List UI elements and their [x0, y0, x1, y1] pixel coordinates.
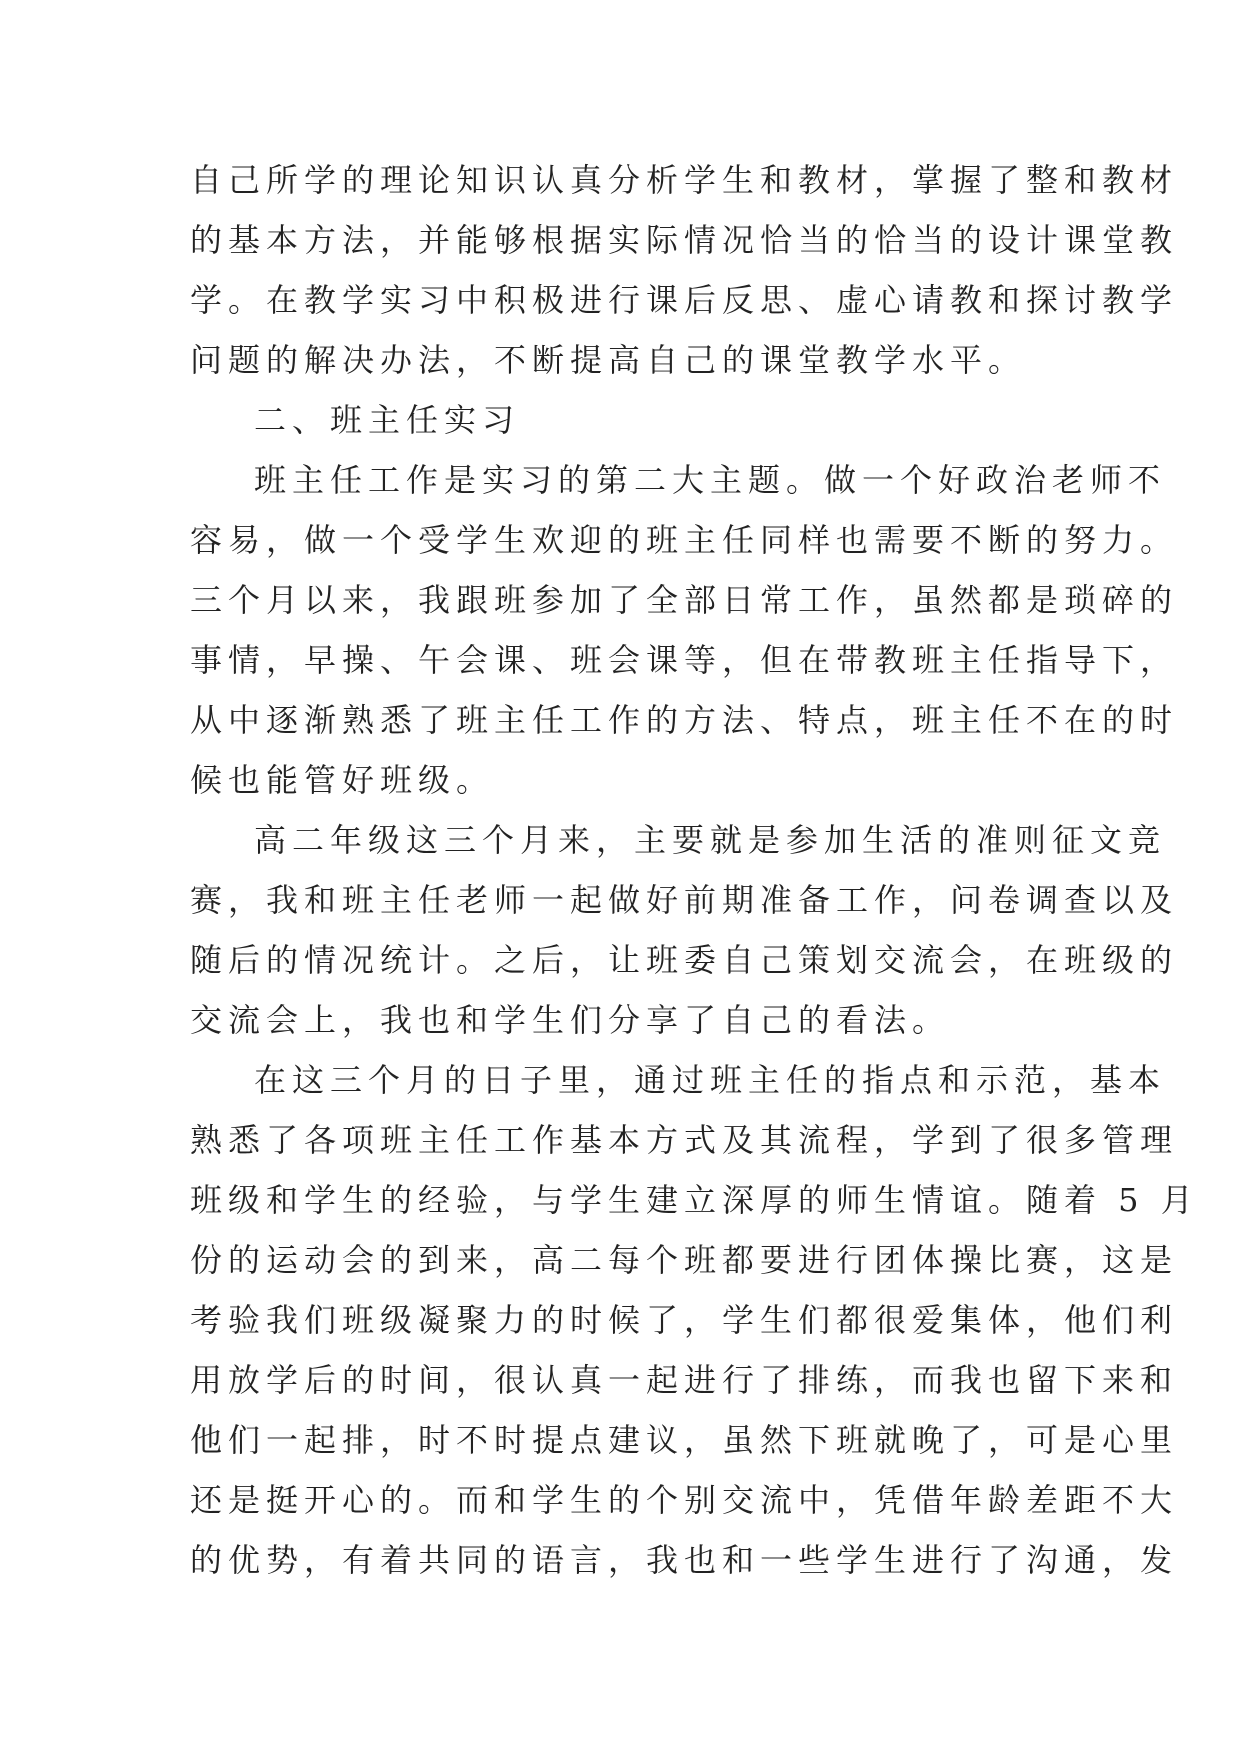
text-line: 他们一起排，时不时提点建议，虽然下班就晚了，可是心里 — [190, 1421, 1179, 1459]
text-line: 候也能管好班级。 — [190, 761, 495, 799]
body-text — [190, 150, 1199, 1590]
text-line: 的基本方法，并能够根据实际情况恰当的恰当的设计课堂教 — [190, 221, 1179, 259]
text-line: 还是挺开心的。而和学生的个别交流中，凭借年龄差距不大 — [190, 1481, 1179, 1519]
text-line: 容易，做一个受学生欢迎的班主任同样也需要不断的努力。 — [190, 521, 1179, 559]
text-line: 随后的情况统计。之后，让班委自己策划交流会，在班级的 — [190, 941, 1179, 979]
text-line: 的优势，有着共同的语言，我也和一些学生进行了沟通，发 — [190, 1541, 1179, 1579]
text-line: 赛，我和班主任老师一起做好前期准备工作，问卷调查以及 — [190, 881, 1179, 919]
text-line: 高二年级这三个月来，主要就是参加生活的准则征文竞 — [254, 821, 1167, 859]
section-heading: 二、班主任实习 — [254, 401, 521, 439]
text-line: 问题的解决办法，不断提高自己的课堂教学水平。 — [190, 341, 1027, 379]
text-line: 班级和学生的经验，与学生建立深厚的师生情谊。随着 5 月 — [190, 1181, 1199, 1219]
text-line: 考验我们班级凝聚力的时候了，学生们都很爱集体，他们利 — [190, 1301, 1179, 1339]
text-line: 自己所学的理论知识认真分析学生和教材，掌握了整和教材 — [190, 161, 1179, 199]
text-line: 用放学后的时间，很认真一起进行了排练，而我也留下来和 — [190, 1361, 1179, 1399]
text-line: 班主任工作是实习的第二大主题。做一个好政治老师不 — [254, 461, 1167, 499]
text-line: 熟悉了各项班主任工作基本方式及其流程，学到了很多管理 — [190, 1121, 1179, 1159]
text-line: 交流会上，我也和学生们分享了自己的看法。 — [190, 1001, 951, 1039]
text-line: 三个月以来，我跟班参加了全部日常工作，虽然都是琐碎的 — [190, 581, 1179, 619]
text-line: 从中逐渐熟悉了班主任工作的方法、特点，班主任不在的时 — [190, 701, 1179, 739]
text-line: 学。在教学实习中积极进行课后反思、虚心请教和探讨教学 — [190, 281, 1179, 319]
text-line: 事情，早操、午会课、班会课等，但在带教班主任指导下， — [190, 641, 1179, 679]
text-line: 在这三个月的日子里，通过班主任的指点和示范，基本 — [254, 1061, 1167, 1099]
text-line: 份的运动会的到来，高二每个班都要进行团体操比赛，这是 — [190, 1241, 1179, 1279]
